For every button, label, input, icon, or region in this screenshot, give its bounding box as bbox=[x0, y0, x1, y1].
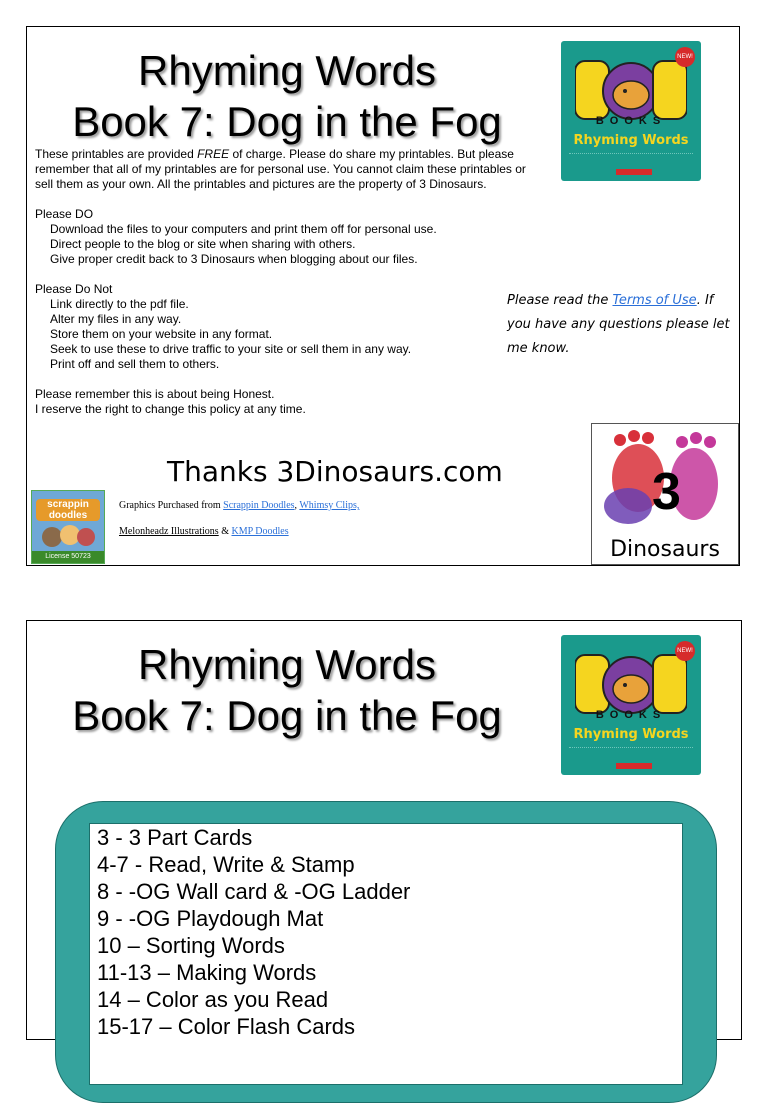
do-item: Direct people to the blog or site when sharing with others. bbox=[50, 237, 356, 251]
credits-label: Graphics Purchased from bbox=[119, 500, 224, 511]
cover-fine-print bbox=[569, 747, 693, 750]
slide-title bbox=[27, 639, 547, 741]
donot-item: Store them on your website in any format. bbox=[50, 327, 273, 341]
contents-item: 15-17 – Color Flash Cards bbox=[97, 1014, 356, 1039]
donot-item: Seek to use these to drive traffic to your site or sell them in any way. bbox=[50, 342, 412, 356]
doodles-logo-text: scrappin doodles bbox=[36, 499, 100, 521]
contents-item: 10 – Sorting Words bbox=[97, 933, 285, 958]
slide-title bbox=[27, 45, 547, 147]
info-slide bbox=[26, 26, 740, 566]
publisher-stripe bbox=[616, 763, 652, 769]
series-title: Rhyming Words bbox=[573, 727, 689, 742]
terms-note bbox=[507, 289, 735, 361]
title-line-2: Book 7: Dog in the Fog bbox=[72, 98, 502, 145]
graphics-credits bbox=[119, 493, 449, 545]
new-badge: NEW! bbox=[675, 641, 695, 661]
thanks-line: Thanks 3Dinosaurs.com bbox=[167, 455, 503, 488]
terms-text-rest: . If you have any questions please let me know. bbox=[507, 293, 730, 356]
donot-item: Print off and sell them to others. bbox=[50, 357, 220, 371]
free-emphasis: FREE bbox=[197, 147, 230, 161]
donot-item: Alter my files in any way. bbox=[50, 312, 182, 326]
do-item: Give proper credit back to 3 Dinosaurs when blogging about our files. bbox=[50, 252, 418, 266]
intro-text-rest: of charge. Please do share my printables. But please remember that all of my printables are for personal use. You cannot claim these printables or sell them as your own. All the printables and pictures are the property of 3 Dinosaurs. bbox=[35, 147, 526, 191]
new-badge: NEW! bbox=[675, 47, 695, 67]
intro-text: These printables are provided bbox=[35, 147, 198, 161]
terms-of-use-link[interactable]: Terms of Use bbox=[612, 293, 697, 308]
do-heading: Please DO bbox=[35, 207, 94, 221]
policy-line: I reserve the right to change this policy at any time. bbox=[35, 402, 306, 416]
title-line-1: Rhyming Words bbox=[138, 641, 436, 688]
scrappin-doodles-link[interactable]: Scrappin Doodles bbox=[223, 500, 295, 511]
melonheadz-link[interactable]: Melonheadz Illustrations bbox=[119, 526, 219, 537]
kmp-doodles-link[interactable]: KMP Doodles bbox=[231, 526, 289, 537]
donot-heading: Please Do Not bbox=[35, 282, 113, 296]
intro-paragraph bbox=[35, 147, 533, 192]
license-number: License 50723 bbox=[32, 551, 104, 563]
logo-word: Dinosaurs bbox=[610, 537, 720, 562]
scrappin-doodles-logo bbox=[31, 490, 105, 564]
contents-item: 9 - -OG Playdough Mat bbox=[97, 906, 324, 931]
bob-books-cover bbox=[561, 635, 701, 775]
credits-ampersand: & bbox=[218, 526, 232, 537]
do-item: Download the files to your computers and print them off for personal use. bbox=[50, 222, 437, 236]
contents-item: 11-13 – Making Words bbox=[97, 960, 317, 985]
remember-line: Please remember this is about being Honest. bbox=[35, 387, 275, 401]
whimsy-clips-link[interactable]: Whimsy Clips, bbox=[299, 500, 360, 511]
credits-comma: , bbox=[294, 500, 300, 511]
cover-fine-print bbox=[569, 153, 693, 156]
series-title: Rhyming Words bbox=[573, 133, 689, 148]
contents-item: 14 – Color as you Read bbox=[97, 987, 329, 1012]
three-dinosaurs-logo bbox=[591, 423, 739, 565]
books-word: BOOKS bbox=[595, 115, 667, 127]
books-word: BOOKS bbox=[595, 709, 667, 721]
contents-slide bbox=[26, 620, 742, 1040]
doodle-animals-icon bbox=[40, 521, 96, 549]
contents-item: 3 - 3 Part Cards bbox=[97, 825, 253, 850]
contents-list bbox=[89, 823, 683, 1085]
title-line-2: Book 7: Dog in the Fog bbox=[72, 692, 502, 739]
donot-item: Link directly to the pdf file. bbox=[50, 297, 189, 311]
contents-item: 8 - -OG Wall card & -OG Ladder bbox=[97, 879, 411, 904]
usage-policy bbox=[35, 147, 533, 417]
logo-number: 3 bbox=[652, 463, 681, 521]
title-line-1: Rhyming Words bbox=[138, 47, 436, 94]
terms-text: Please read the bbox=[507, 293, 613, 308]
bob-books-cover bbox=[561, 41, 701, 181]
publisher-stripe bbox=[616, 169, 652, 175]
contents-item: 4-7 - Read, Write & Stamp bbox=[97, 852, 355, 877]
